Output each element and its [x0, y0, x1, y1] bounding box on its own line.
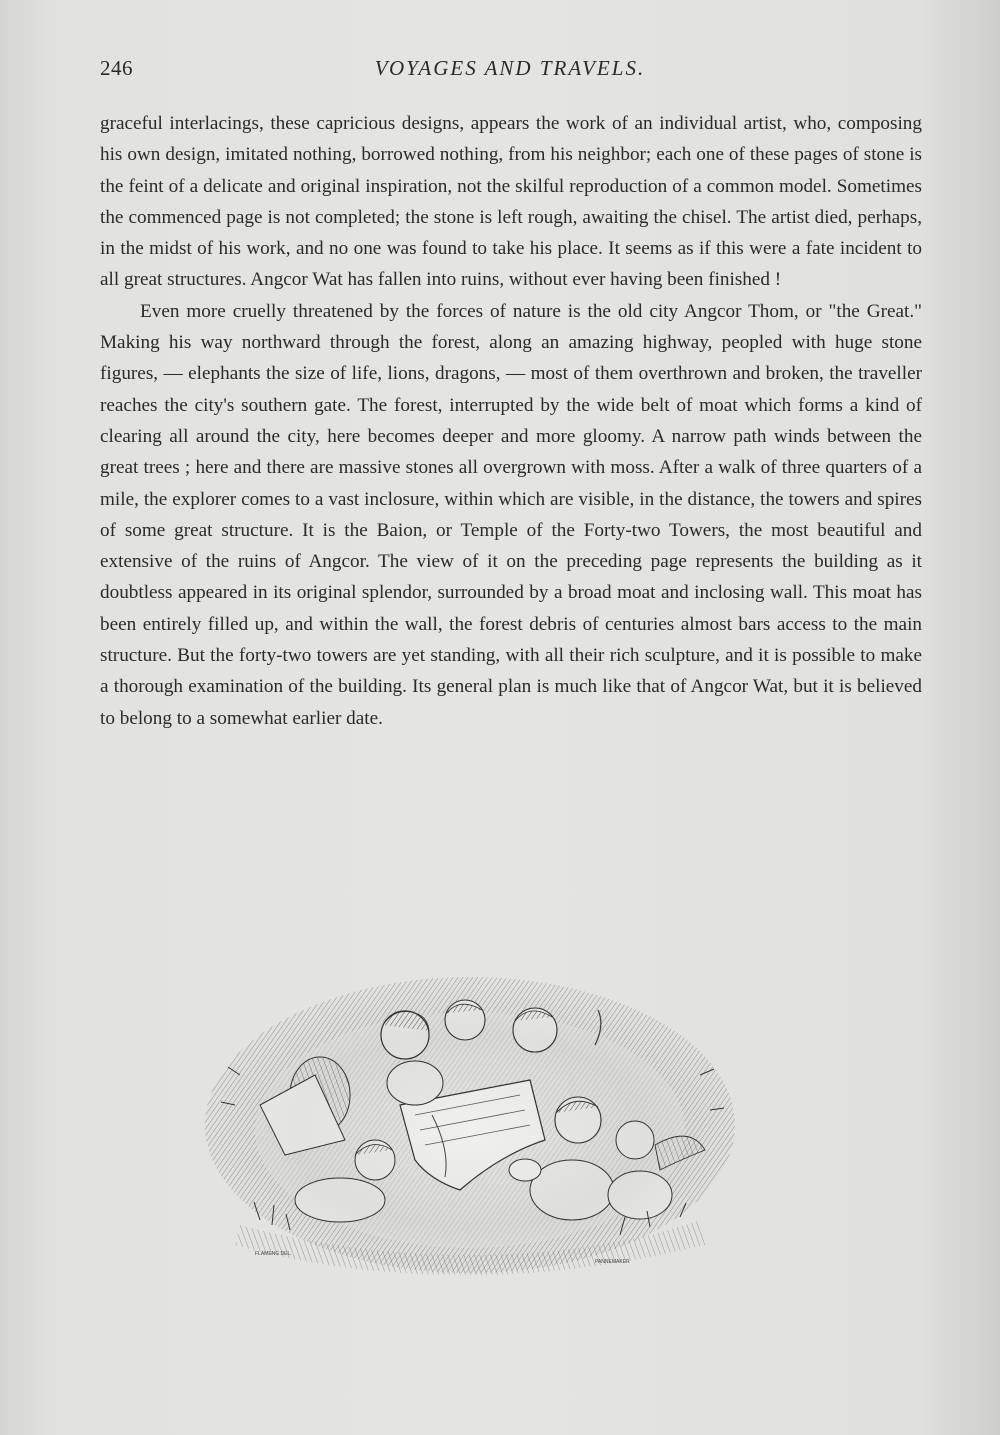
paragraph-continued: graceful interlacings, these capricious designs, appears the work of an individual artist, who, composing his own design, imitated nothing, borrowed nothing, from his neighbor; each one of these pages of stone is the feint of a delicate and original inspiration, not the skilful reproduction of a common model. Sometimes the commenced page is not completed; the stone is left rough, awaiting the chisel. The artist died, perhaps, in the midst of his work, and no one was found to take his place. It seems as if this were a fate incident to all great structures. Angcor Wat has fallen into ruins, without ever having been finished ! [100, 113, 922, 291]
running-title: VOYAGES AND TRAVELS. [374, 56, 646, 80]
engraver-credit-left: FLAMENG DEL. [255, 1251, 292, 1257]
engraver-credit-right: PANNEMAKER [595, 1259, 630, 1265]
page-number: 246 [100, 56, 133, 80]
engraving-illustration [200, 955, 740, 1285]
cherubs-vignette-engraving [200, 955, 740, 1285]
paragraph-angcor-thom: Even more cruelly threatened by the forces of nature is the old city Angcor Thom, or "the Great." Making his way northward through the forest, along an amazing highway, peopled with huge stone figures, — elephants the size of life, lions, dragons, — most of them overthrown and broken, the traveller reaches the city's southern gate. The forest, interrupted by the wide belt of moat which forms a kind of clearing all around the city, here becomes deeper and more gloomy. A narrow path winds between the great trees ; here and there are massive stones all overgrown with moss. After a walk of three quarters of a mile, the explorer comes to a vast inclosure, within which are visible, in the distance, the towers and spires of some great structure. It is the Baion, or Temple of the Forty-two Towers, the most beautiful and extensive of the ruins of Angcor. The view of it on the preceding page represents the building as it doubtless appeared in its original splendor, surrounded by a broad moat and inclosing wall. This moat has been entirely filled up, and within the wall, the forest debris of centuries almost bars access to the main structure. But the forty-two towers are yet standing, with all their rich sculpture, and it is possible to make a thorough examination of the building. Its general plan is much like that of Angcor Wat, but it is believed to belong to a somewhat earlier date. [100, 300, 922, 729]
body-text [100, 108, 922, 734]
running-head [100, 56, 920, 86]
